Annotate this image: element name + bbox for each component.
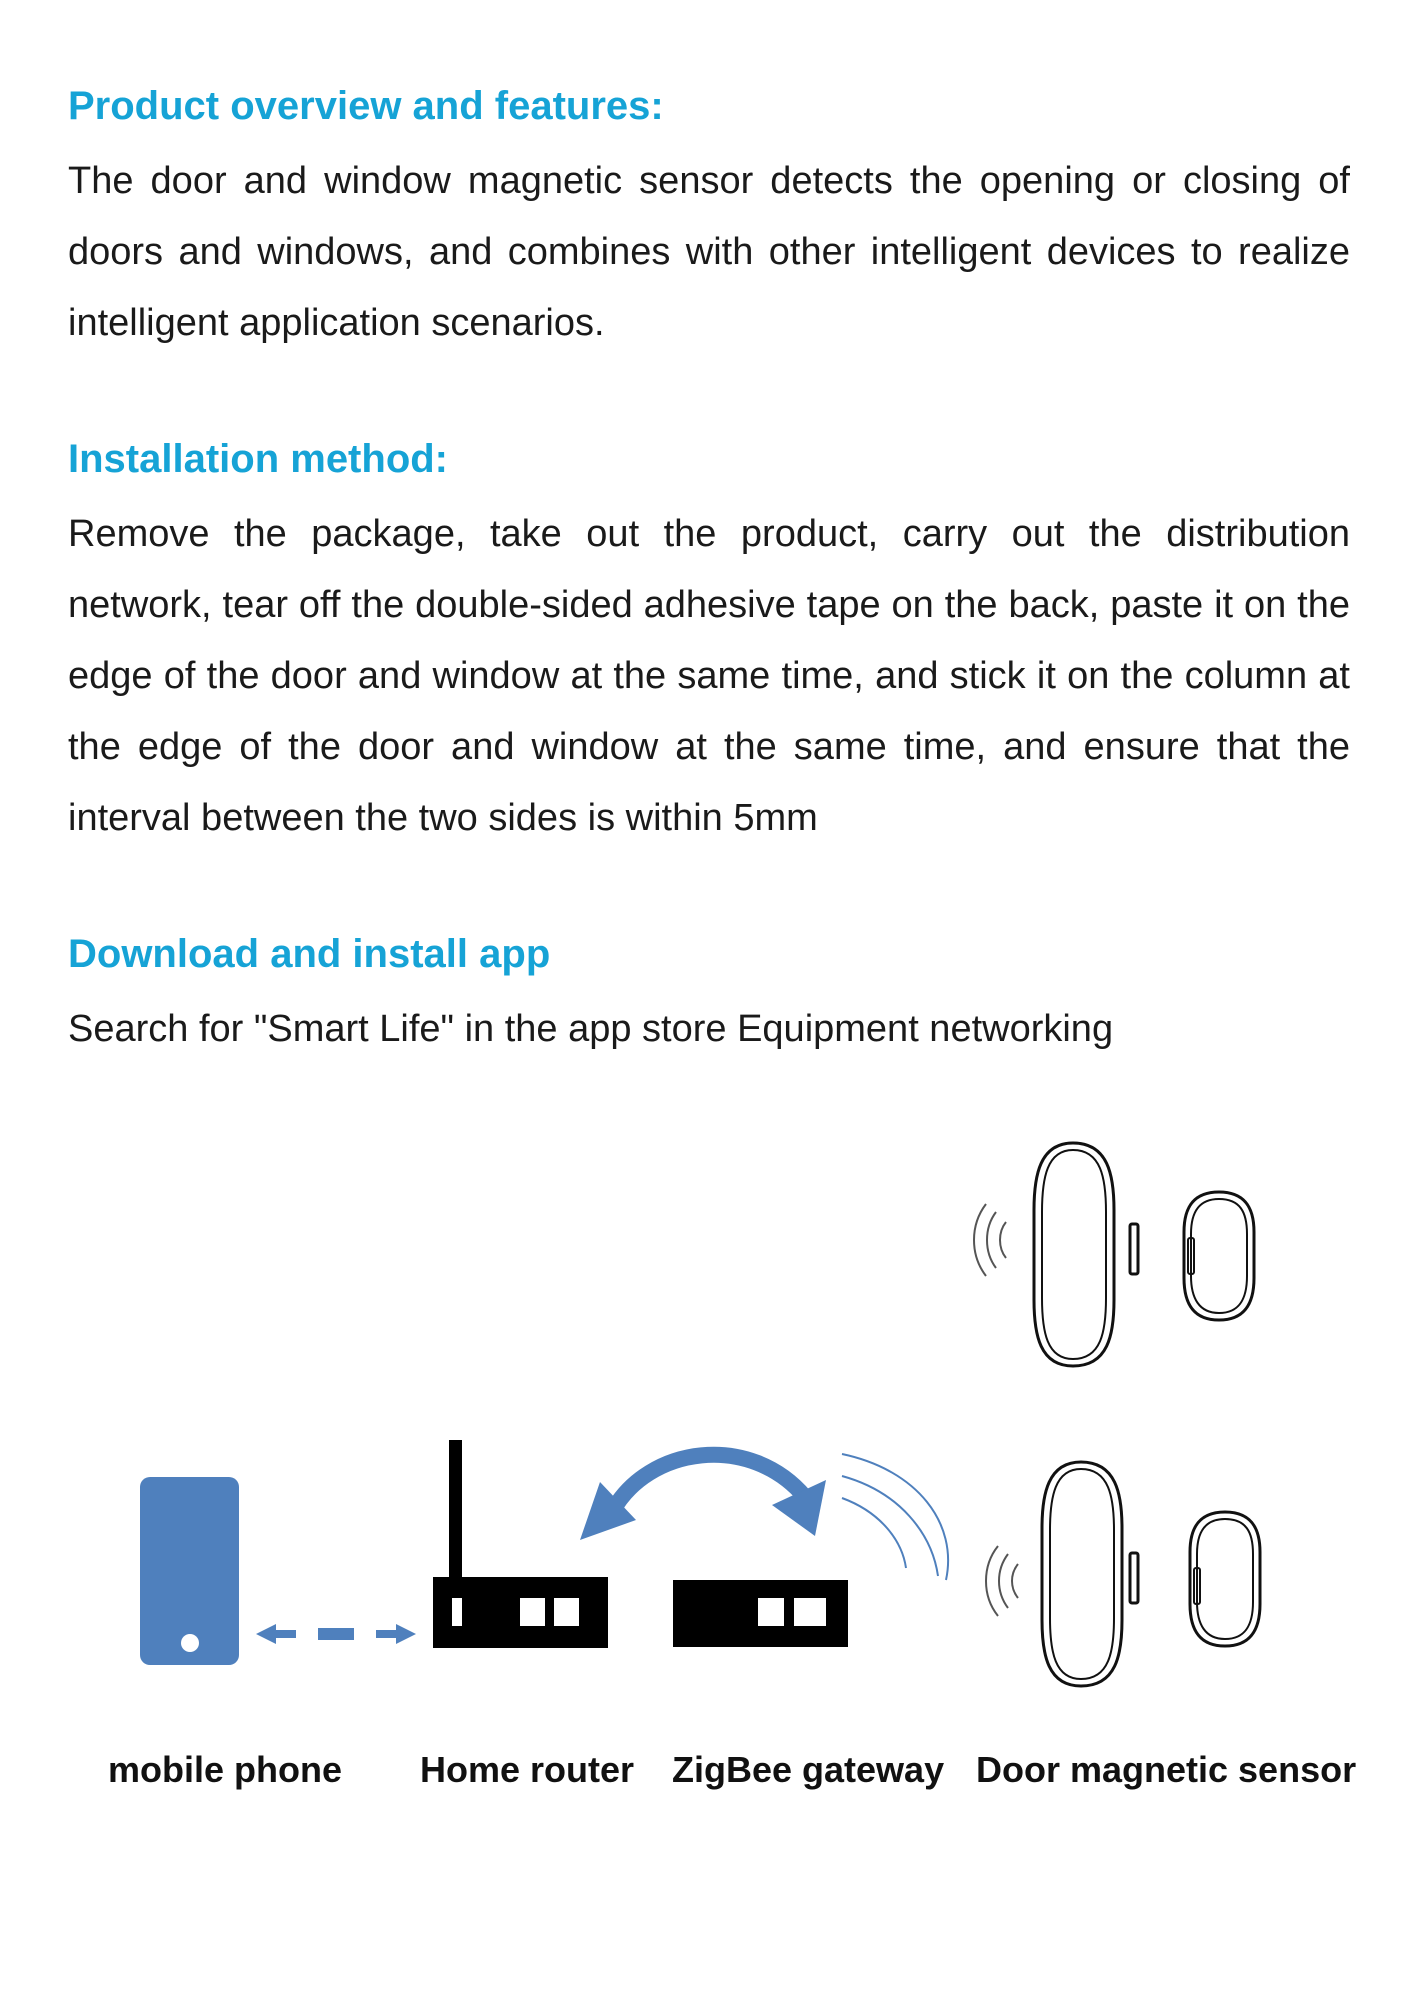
networking-diagram <box>0 1100 1414 1800</box>
wireless-signal-icon <box>986 1546 1018 1616</box>
router-icon <box>433 1440 608 1648</box>
wireless-signal-icon <box>974 1204 1006 1276</box>
section-download-app <box>68 928 1350 1065</box>
label-mobile-phone: mobile phone <box>108 1749 342 1790</box>
zigbee-gateway-icon <box>673 1580 848 1647</box>
door-sensor-upper-icon <box>1034 1143 1254 1366</box>
heading-product-overview: Product overview and features: <box>68 84 664 128</box>
text-product-overview: The door and window magnetic sensor detects the opening or closing of doors and windows, and combines with other intelligent devices to realize intelligent application scenarios. <box>68 160 1350 344</box>
heading-download-app: Download and install app <box>68 932 551 976</box>
text-download-app: Search for "Smart Life" in the app store Equipment networking <box>68 1008 1114 1050</box>
heading-installation-method: Installation method: <box>68 437 448 481</box>
door-sensor-icon <box>1042 1462 1260 1686</box>
bidirectional-arrow-icon <box>580 1455 826 1540</box>
text-installation-method: Remove the package, take out the product, carry out the distribution network, tear off the double-sided adhesive tape on the back, paste it on the edge of the door and window at the same time, and stick it on the column at the edge of the door and window at the same time, and ensure that the interval between the two sides is within 5mm <box>68 513 1350 839</box>
mobile-phone-icon <box>140 1477 239 1665</box>
wireless-signal-icon <box>842 1454 948 1580</box>
label-home-router: Home router <box>420 1749 635 1790</box>
label-door-magnetic-sensor: Door magnetic sensor <box>976 1749 1357 1790</box>
section-installation-method <box>68 433 1350 854</box>
label-zigbee-gateway: ZigBee gateway <box>672 1749 945 1790</box>
dashed-arrow-icon <box>256 1624 416 1644</box>
section-product-overview <box>68 80 1350 359</box>
